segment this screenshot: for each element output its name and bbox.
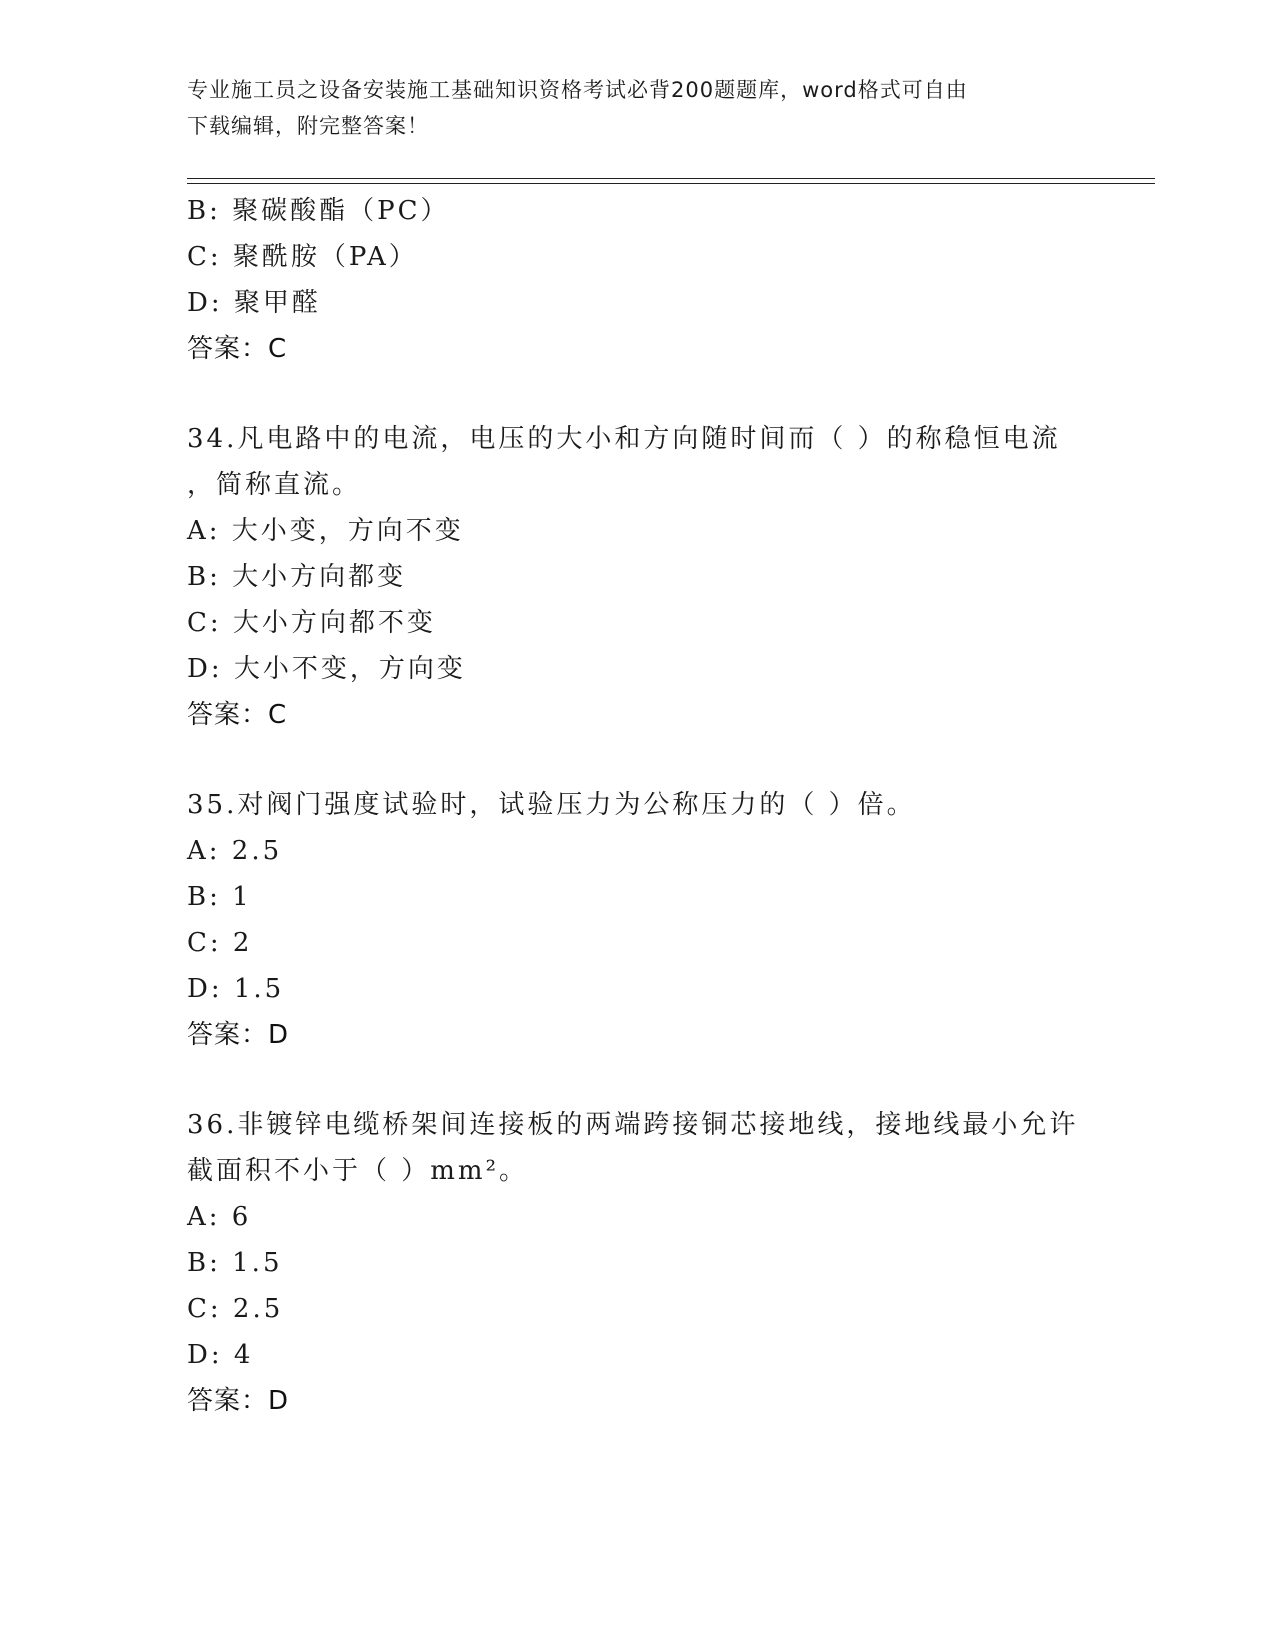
option-d: D: 聚甲醛 [187,288,321,318]
option-d: D: 大小不变，方向变 [187,654,466,684]
spacer [187,1058,1087,1102]
answer-line: 答案：D [187,1020,290,1050]
answer-line: 答案：C [187,700,288,730]
document-body [187,188,1087,1424]
question-stem-line: 35.对阀门强度试验时，试验压力为公称压力的（ ）倍。 [187,790,916,820]
option-d: D: 4 [187,1340,254,1370]
question-stem-line: 截面积不小于（ ）mm²。 [187,1156,528,1186]
option-b: B: 聚碳酸酯（PC） [187,196,450,226]
option-a: A: 6 [187,1202,252,1232]
option-a: A: 大小变，方向不变 [187,516,464,546]
option-a: A: 2.5 [187,836,283,866]
page-header [187,72,1067,144]
question-33-continued [187,188,1087,372]
option-b: B: 大小方向都变 [187,562,407,592]
question-35 [187,782,1087,1058]
spacer [187,372,1087,416]
option-c: C: 2 [187,928,253,958]
question-stem-line: ，简称直流。 [187,470,362,500]
option-b: B: 1 [187,882,252,912]
answer-line: 答案：C [187,334,288,364]
option-b: B: 1.5 [187,1248,283,1278]
spacer [187,738,1087,782]
option-c: C: 2.5 [187,1294,284,1324]
question-36 [187,1102,1087,1424]
option-c: C: 聚酰胺（PA） [187,242,418,272]
question-stem-line: 36.非镀锌电缆桥架间连接板的两端跨接铜芯接地线，接地线最小允许 [187,1110,1079,1140]
header-line-2: 下载编辑，附完整答案！ [187,114,429,138]
answer-line: 答案：D [187,1386,290,1416]
question-34 [187,416,1087,738]
header-double-rule [187,178,1155,184]
option-c: C: 大小方向都不变 [187,608,436,638]
question-stem-line: 34.凡电路中的电流，电压的大小和方向随时间而（ ）的称稳恒电流 [187,424,1061,454]
option-d: D: 1.5 [187,974,285,1004]
header-line-1: 专业施工员之设备安装施工基础知识资格考试必背200题题库，word格式可自由 [187,78,968,102]
